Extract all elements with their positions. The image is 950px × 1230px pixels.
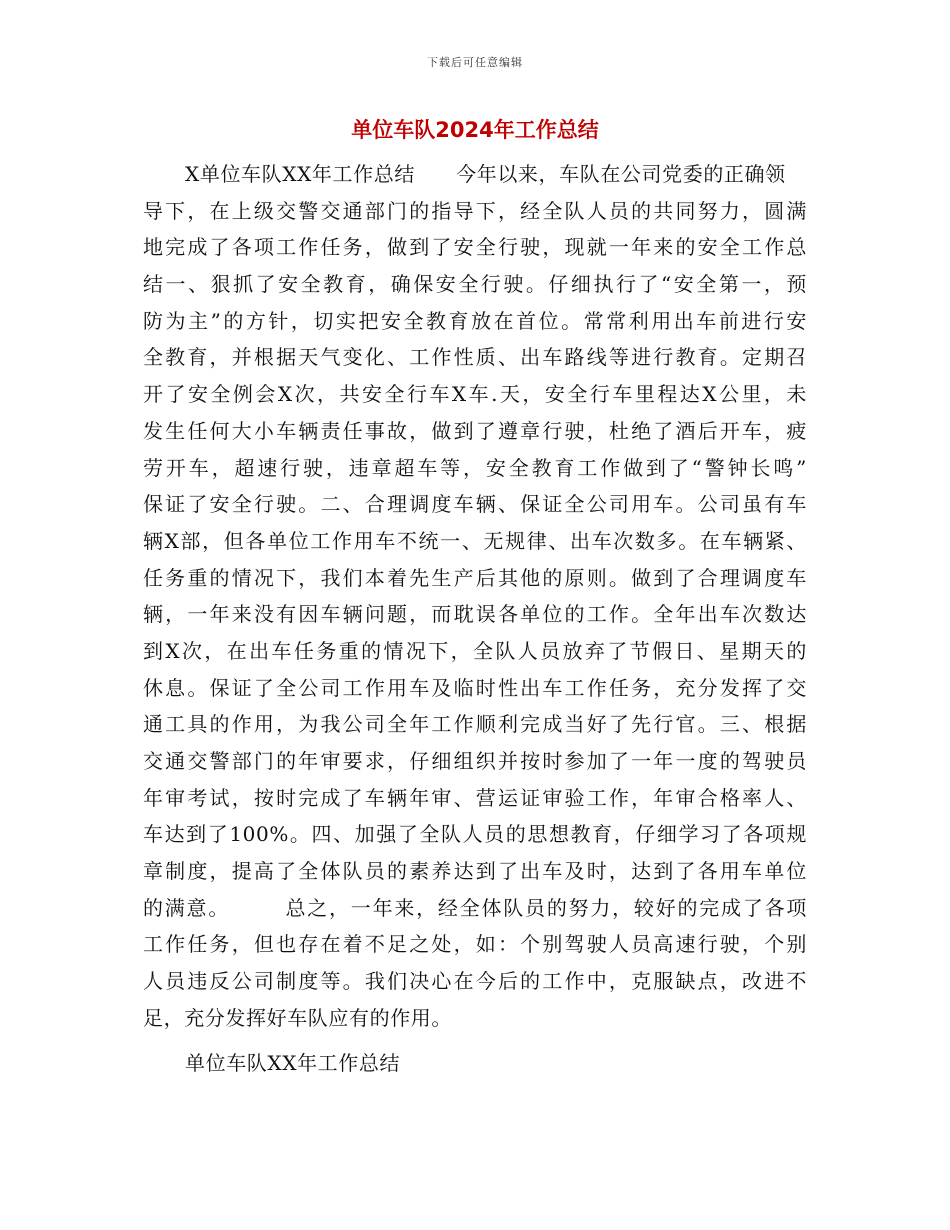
paragraph-line: 交通交警部门的年审要求，仔细组织并按时参加了一年一度的驾驶员 [143,749,807,773]
paragraph-line: 劳开车，超速行驶，违章超车等，安全教育工作做到了“警钟长鸣” [143,455,807,480]
paragraph-line: 全教育，并根据天气变化、工作性质、出车路线等进行教育。定期召 [143,345,807,370]
paragraph-line: 防为主”的方针，切实把安全教育放在首位。常常利用出车前进行安 [143,308,807,333]
paragraph-line: X单位车队XX年工作总结 今年以来，车队在公司党委的正确领 [185,162,786,186]
document-title: 单位车队2024年工作总结 [351,118,599,142]
paragraph-line: 的满意。 总之，一年来，经全体队员的努力，较好的完成了各项 [143,895,807,920]
paragraph-line: 保证了安全行驶。二、合理调度车辆、保证全公司用车。公司虽有车 [143,492,807,517]
paragraph-line: 通工具的作用，为我公司全年工作顺利完成当好了先行官。三、根据 [143,712,807,737]
paragraph-line: 导下，在上级交警交通部门的指导下，经全队人员的共同努力，圆满 [143,198,807,223]
body-text [143,156,807,1081]
paragraph-line: 开了安全例会X次，共安全行车X车.天，安全行车里程达X公里，未 [143,382,807,407]
paragraph-line: 发生任何大小车辆责任事故，做到了遵章行驶，杜绝了酒后开车，疲 [143,418,807,443]
paragraph-line: 到X次，在出车任务重的情况下，全队人员放弃了节假日、星期天的 [143,638,807,663]
header-note: 下载后可任意编辑 [427,56,523,69]
paragraph-line: 地完成了各项工作任务，做到了安全行驶，现就一年来的安全工作总 [143,235,807,260]
paragraph-line: 休息。保证了全公司工作用车及临时性出车工作任务，充分发挥了交 [143,675,807,700]
paragraph-line: 章制度，提高了全体队员的素养达到了出车及时，达到了各用车单位 [143,859,807,884]
closing-title-line: 单位车队XX年工作总结 [185,1050,401,1075]
paragraph-line: 车达到了100%。四、加强了全队人员的思想教育，仔细学习了各项规 [143,822,807,847]
paragraph-line: 辆，一年来没有因车辆问题，而耽误各单位的工作。全年出车次数达 [143,602,807,627]
paragraph-line: 辆X部，但各单位工作用车不统一、无规律、出车次数多。在车辆紧、 [143,528,807,553]
paragraph-line: 工作任务，但也存在着不足之处，如：个别驾驶人员高速行驶，个别 [143,932,807,957]
paragraph-line: 年审考试，按时完成了车辆年审、营运证审验工作，年审合格率人、 [143,785,807,810]
paragraph-line: 任务重的情况下，我们本着先生产后其他的原则。做到了合理调度车 [143,565,807,590]
paragraph-line: 足，充分发挥好车队应有的作用。 [143,1005,452,1030]
paragraph-line: 人员违反公司制度等。我们决心在今后的工作中，克服缺点，改进不 [143,969,807,994]
paragraph-line: 结一、狠抓了安全教育，确保安全行驶。仔细执行了“安全第一，预 [143,272,807,297]
